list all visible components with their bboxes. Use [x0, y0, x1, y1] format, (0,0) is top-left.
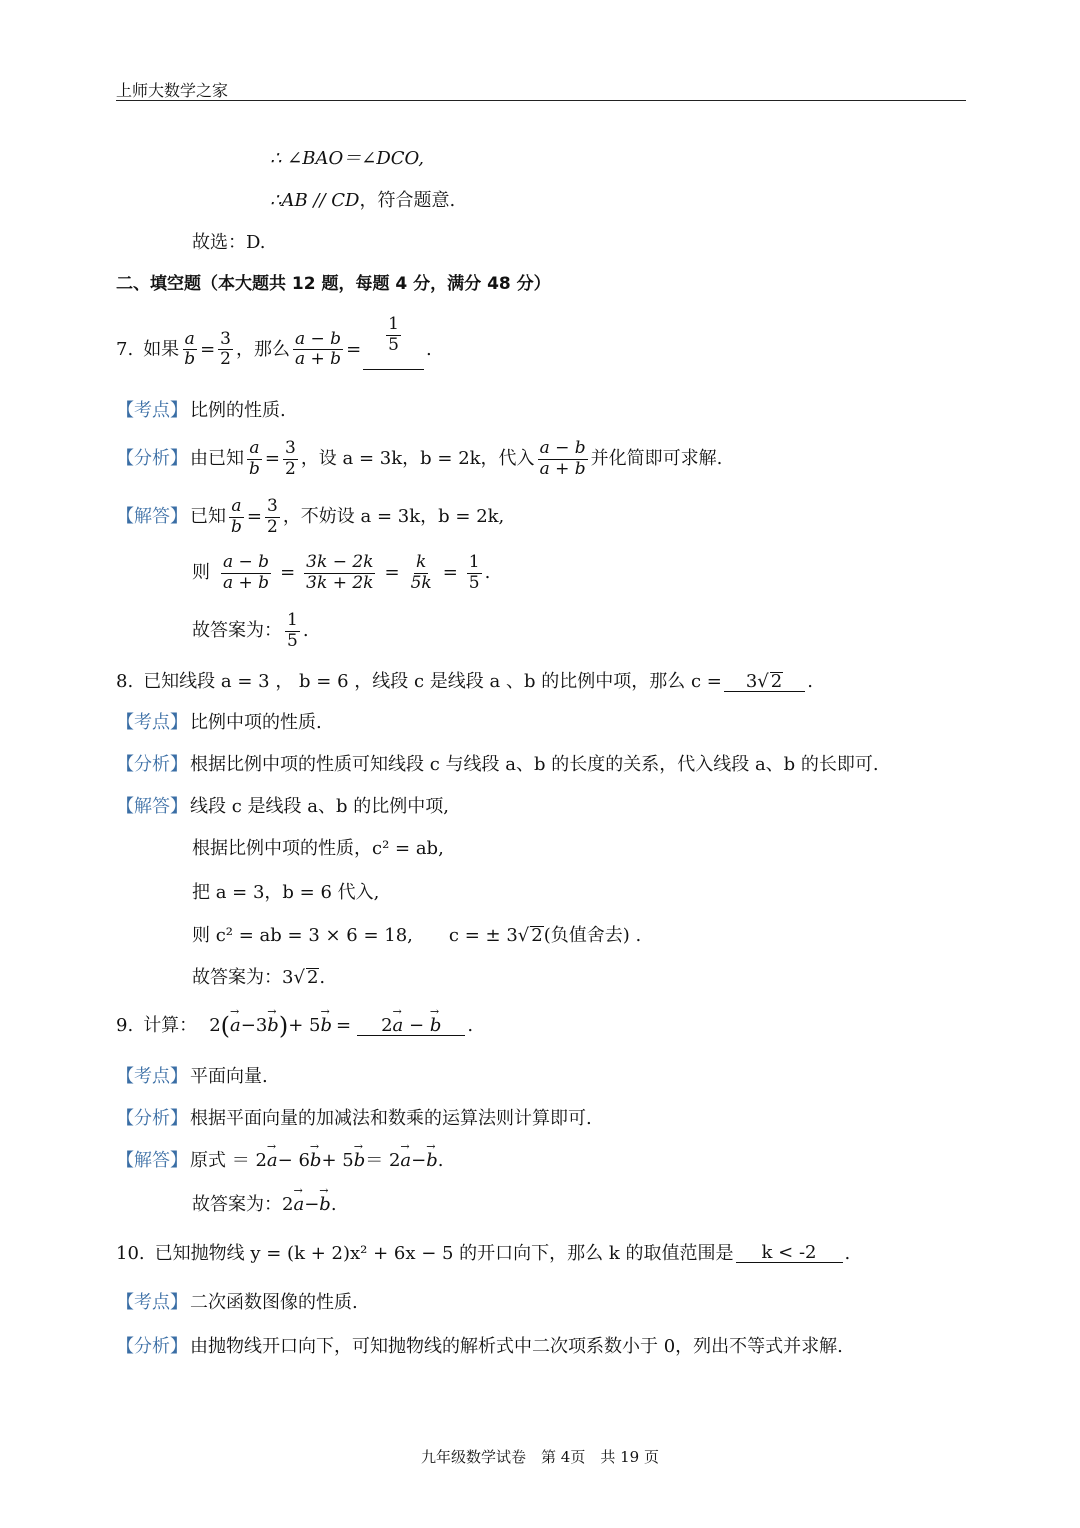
question-7: 7. 如果 $\frac{a}{b}$ = $\frac{3}{2}$ ，那么 $\frac{a - b}{a + b}$ = $\frac{1}{5}$ .: [116, 314, 432, 370]
q10-fenxi: 【分析】 由抛物线开口向下，可知抛物线的解析式中二次项系数小于 0，列出不等式并求解.: [116, 1336, 843, 1357]
q8-step1: 根据比例中项的性质，c² = ab,: [192, 838, 444, 859]
q7-answer: 故答案为： $\frac{1}{5}$ .: [192, 610, 309, 651]
q7-jieda: 【解答】 已知 $\frac{a}{b}$ = $\frac{3}{2}$ ，不妨设 a = 3k，b = 2k,: [116, 496, 505, 537]
q8-answer: 故答案为：3 √ 2 .: [192, 966, 326, 988]
line-therefore-parallel: ∴AB // CD ，符合题意.: [270, 190, 456, 211]
question-8: 8. 已知线段 a = 3 ， b = 6 ，线段 c 是线段 a 、b 的比例中项，那么 c = 3√ 2 .: [116, 671, 813, 692]
q7-step: 则 $\frac{a - b}{a + b}$ = $\frac{3k - 2k}{3k + 2k}$ = $\frac{k}{5k}$ = $\frac{1}{5}$ .: [192, 552, 491, 593]
answer-blank-q8: 3√ 2: [724, 672, 805, 692]
header-title: 上师大数学之家: [116, 83, 229, 100]
line-choose: 故选：D.: [192, 232, 266, 253]
jieda-tag: 【解答】: [116, 506, 188, 528]
kaodian-tag: 【考点】: [116, 400, 188, 421]
q9-answer: 故答案为：2 → a − → b .: [192, 1196, 337, 1214]
answer-blank-q10: k < -2: [736, 1244, 843, 1263]
answer-blank-q7: [363, 314, 424, 370]
fraction-3-over-2: $\frac{3}{2}$: [220, 328, 231, 370]
fraction-amb-over-apb: $\frac{a - b}{a + b}$: [295, 328, 342, 370]
q8-jieda: 【解答】 线段 c 是线段 a、b 的比例中项,: [116, 796, 449, 817]
q7-fenxi: 【分析】 由已知 $\frac{a}{b}$ = $\frac{3}{2}$ ，设 a = 3k，b = 2k，代入 $\frac{a - b}{a + b}$ 并化简即可求解.: [116, 438, 723, 479]
question-10: 10. 已知抛物线 y = (k + 2)x² + 6x − 5 的开口向下，那么 k 的取值范围是 k < -2 .: [116, 1242, 851, 1264]
q8-step2: 把 a = 3，b = 6 代入,: [192, 882, 380, 903]
q9-jieda: 【解答】 原式 ＝ 2 → a − 6 → b + 5 → b ＝ 2 → a − → b .: [116, 1152, 444, 1170]
page-footer: 九年级数学试卷 第 4页 共 19 页: [421, 1448, 659, 1466]
answer-blank-q9: 2→ a − → b: [357, 1017, 465, 1036]
q8-kaodian: 【考点】 比例中项的性质.: [116, 712, 322, 733]
section-title: 二、填空题（本大题共 12 题，每题 4 分，满分 48 分）: [116, 274, 551, 294]
fenxi-tag: 【分析】: [116, 448, 188, 470]
q9-fenxi: 【分析】 根据平面向量的加减法和数乘的运算法则计算即可.: [116, 1108, 592, 1129]
question-9: 9. 计算： 2 ( → a −3 → b ) + 5 → b = 2→ a − → b .: [116, 1014, 473, 1038]
answer-fraction-1-5: $\frac{1}{5}$: [388, 314, 399, 355]
page-header: [116, 76, 966, 101]
q8-fenxi: 【分析】 根据比例中项的性质可知线段 c 与线段 a、b 的长度的关系，代入线段 a、b 的长即可.: [116, 754, 879, 775]
q10-kaodian: 【考点】 二次函数图像的性质.: [116, 1292, 358, 1313]
fraction-a-over-b: $\frac{a}{b}$: [184, 328, 196, 370]
line-therefore-angle: ∴ ∠BAO＝∠DCO,: [270, 148, 424, 169]
q7-kaodian: 【考点】 比例的性质.: [116, 400, 286, 421]
q8-step3: 则 c² = ab = 3 × 6 = 18, c = ± 3 √ 2 (负值舍去) .: [192, 924, 642, 946]
q9-kaodian: 【考点】 平面向量.: [116, 1066, 268, 1087]
